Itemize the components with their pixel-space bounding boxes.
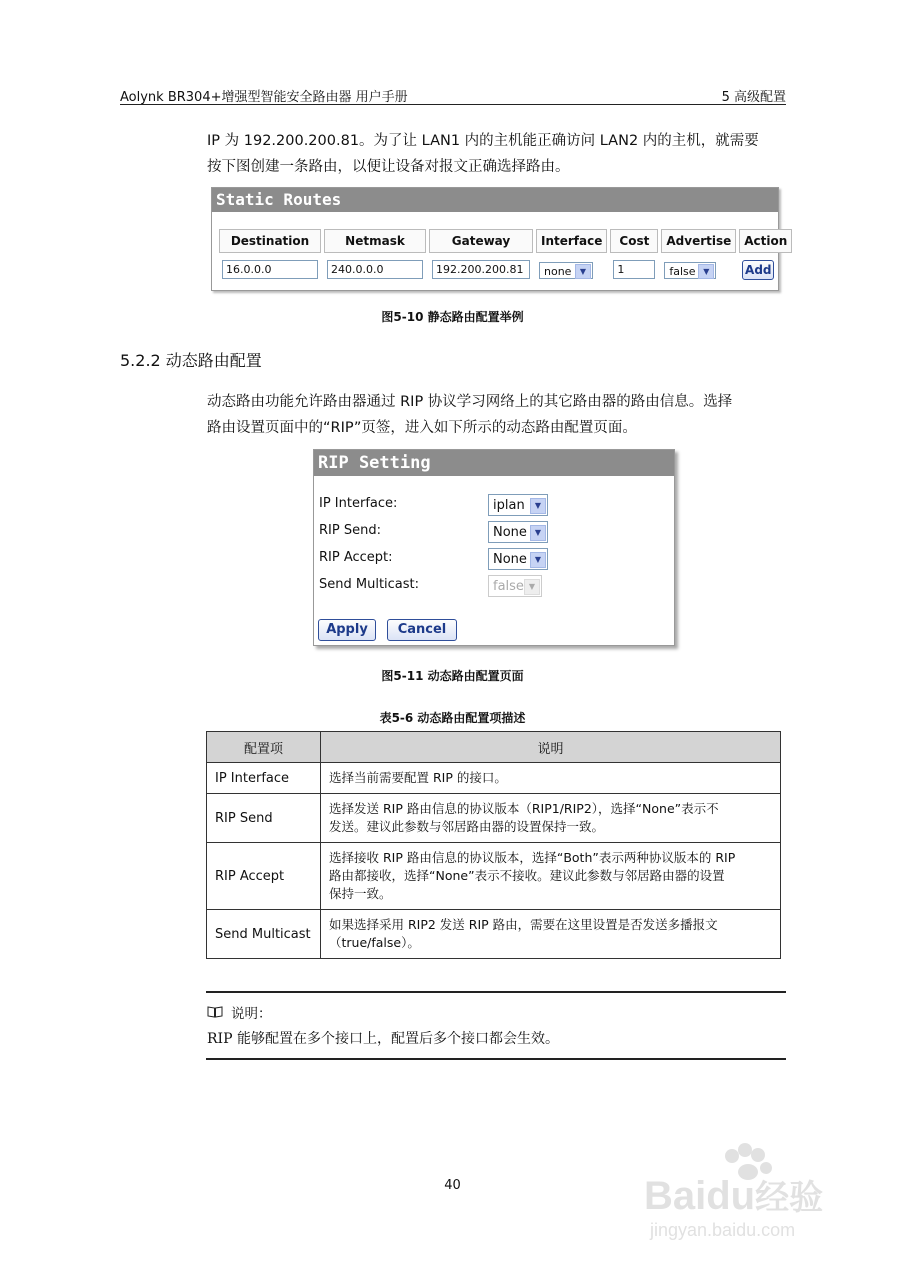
col-gateway: Gateway <box>429 229 533 253</box>
intro-line-2: 按下图创建一条路由，以便让设备对报文正确选择路由。 <box>207 159 570 175</box>
figure-caption-5-10: 图5-10 静态路由配置举例 <box>381 310 524 324</box>
table-row <box>207 910 781 959</box>
dynamic-intro-paragraph <box>207 389 787 441</box>
row-value-line: 发送。建议此参数与邻居路由器的设置保持一致。 <box>329 819 605 834</box>
rip-setting-panel <box>313 449 675 646</box>
dynamic-intro-line-2: 路由设置页面中的“RIP”页签，进入如下所示的动态路由配置页面。 <box>207 420 637 436</box>
page-header <box>120 86 786 106</box>
table-row <box>207 794 781 843</box>
chevron-down-icon: ▼ <box>698 264 714 279</box>
row-value-line: 选择接收 RIP 路由信息的协议版本，选择“Both”表示两种协议版本的 RIP <box>329 850 736 865</box>
row-key: Send Multicast <box>207 910 321 959</box>
table-row <box>207 763 781 794</box>
cancel-button[interactable]: Cancel <box>387 619 457 641</box>
row-value-line: 路由都接收，选择“None”表示不接收。建议此参数与邻居路由器的设置 <box>329 868 725 883</box>
header-chapter: 5 高级配置 <box>721 90 786 105</box>
chevron-down-icon: ▼ <box>524 579 540 595</box>
rip-accept-value: None <box>493 552 527 567</box>
chevron-down-icon: ▼ <box>530 525 546 541</box>
advertise-select[interactable] <box>664 262 716 279</box>
row-value-line: （true/false）。 <box>329 935 420 950</box>
dynamic-intro-line-1: 动态路由功能允许路由器通过 RIP 协议学习网络上的其它路由器的路由信息。选择 <box>207 394 733 410</box>
note-bottom-rule <box>206 1058 786 1060</box>
watermark-brand-2: du <box>706 1174 756 1218</box>
watermark-product: 经验 <box>755 1179 824 1217</box>
send-multicast-label: Send Multicast: <box>319 577 420 592</box>
rip-accept-label: RIP Accept: <box>319 550 393 565</box>
intro-paragraph <box>207 128 787 180</box>
add-button[interactable]: Add <box>742 260 774 280</box>
rip-setting-title: RIP Setting <box>314 450 674 476</box>
rip-send-label: RIP Send: <box>319 523 381 538</box>
header-title: Aolynk BR304+增强型智能安全路由器 用户手册 <box>120 90 408 105</box>
col-interface: Interface <box>536 229 607 253</box>
section-title: 5.2.2 动态路由配置 <box>120 351 262 370</box>
rip-send-value: None <box>493 525 527 540</box>
row-value-line: 选择当前需要配置 RIP 的接口。 <box>329 770 507 785</box>
watermark-brand: Bai <box>644 1174 707 1218</box>
table-head-value: 说明 <box>321 732 781 763</box>
figure-caption-5-11: 图5-11 动态路由配置页面 <box>381 669 524 683</box>
static-routes-table <box>216 226 795 285</box>
send-multicast-select <box>488 575 542 597</box>
table-caption-5-6: 表5-6 动态路由配置项描述 <box>379 711 526 725</box>
chevron-down-icon: ▼ <box>530 498 546 514</box>
note-title-text: 说明： <box>231 1006 272 1022</box>
table-head-key: 配置项 <box>207 732 321 763</box>
static-routes-panel <box>211 187 788 291</box>
rip-send-select[interactable] <box>488 521 548 543</box>
col-netmask: Netmask <box>324 229 426 253</box>
row-value <box>321 843 781 910</box>
advertise-value: false <box>669 264 696 278</box>
col-advertise: Advertise <box>661 229 736 253</box>
note-title <box>207 1002 272 1022</box>
destination-input[interactable]: 16.0.0.0 <box>222 260 318 279</box>
description-table <box>206 731 781 959</box>
send-multicast-value: false <box>493 579 524 594</box>
gateway-input[interactable]: 192.200.200.81 <box>432 260 530 279</box>
chevron-down-icon: ▼ <box>575 264 591 279</box>
ip-interface-value: iplan <box>493 498 525 513</box>
interface-value: none <box>544 264 572 278</box>
interface-select[interactable] <box>539 262 593 279</box>
row-key: IP Interface <box>207 763 321 794</box>
row-key: RIP Accept <box>207 843 321 910</box>
row-value <box>321 763 781 794</box>
header-rule <box>120 104 786 105</box>
note-top-rule <box>206 991 786 993</box>
chevron-down-icon: ▼ <box>530 552 546 568</box>
static-routes-title: Static Routes <box>212 188 778 212</box>
row-value-line: 保持一致。 <box>329 886 392 901</box>
cost-input[interactable]: 1 <box>613 260 655 279</box>
intro-line-1: IP 为 192.200.200.81。为了让 LAN1 内的主机能正确访问 LAN2 内的主机，就需要 <box>207 133 759 149</box>
row-value-line: 如果选择采用 RIP2 发送 RIP 路由，需要在这里设置是否发送多播报文 <box>329 917 718 932</box>
row-key: RIP Send <box>207 794 321 843</box>
ip-interface-label: IP Interface: <box>319 496 398 511</box>
row-value-line: 选择发送 RIP 路由信息的协议版本（RIP1/RIP2），选择“None”表示不 <box>329 801 719 816</box>
ip-interface-select[interactable] <box>488 494 548 516</box>
page-number: 40 <box>444 1178 461 1193</box>
apply-button[interactable]: Apply <box>318 619 376 641</box>
baidu-watermark <box>644 1140 864 1260</box>
rip-accept-select[interactable] <box>488 548 548 570</box>
note-body: RIP 能够配置在多个接口上，配置后多个接口都会生效。 <box>207 1031 559 1047</box>
col-cost: Cost <box>610 229 658 253</box>
netmask-input[interactable]: 240.0.0.0 <box>327 260 423 279</box>
table-row <box>207 843 781 910</box>
book-icon <box>207 1005 223 1022</box>
watermark-url: jingyan.baidu.com <box>650 1220 796 1240</box>
col-action: Action <box>739 229 792 253</box>
row-value <box>321 910 781 959</box>
row-value <box>321 794 781 843</box>
col-destination: Destination <box>219 229 321 253</box>
